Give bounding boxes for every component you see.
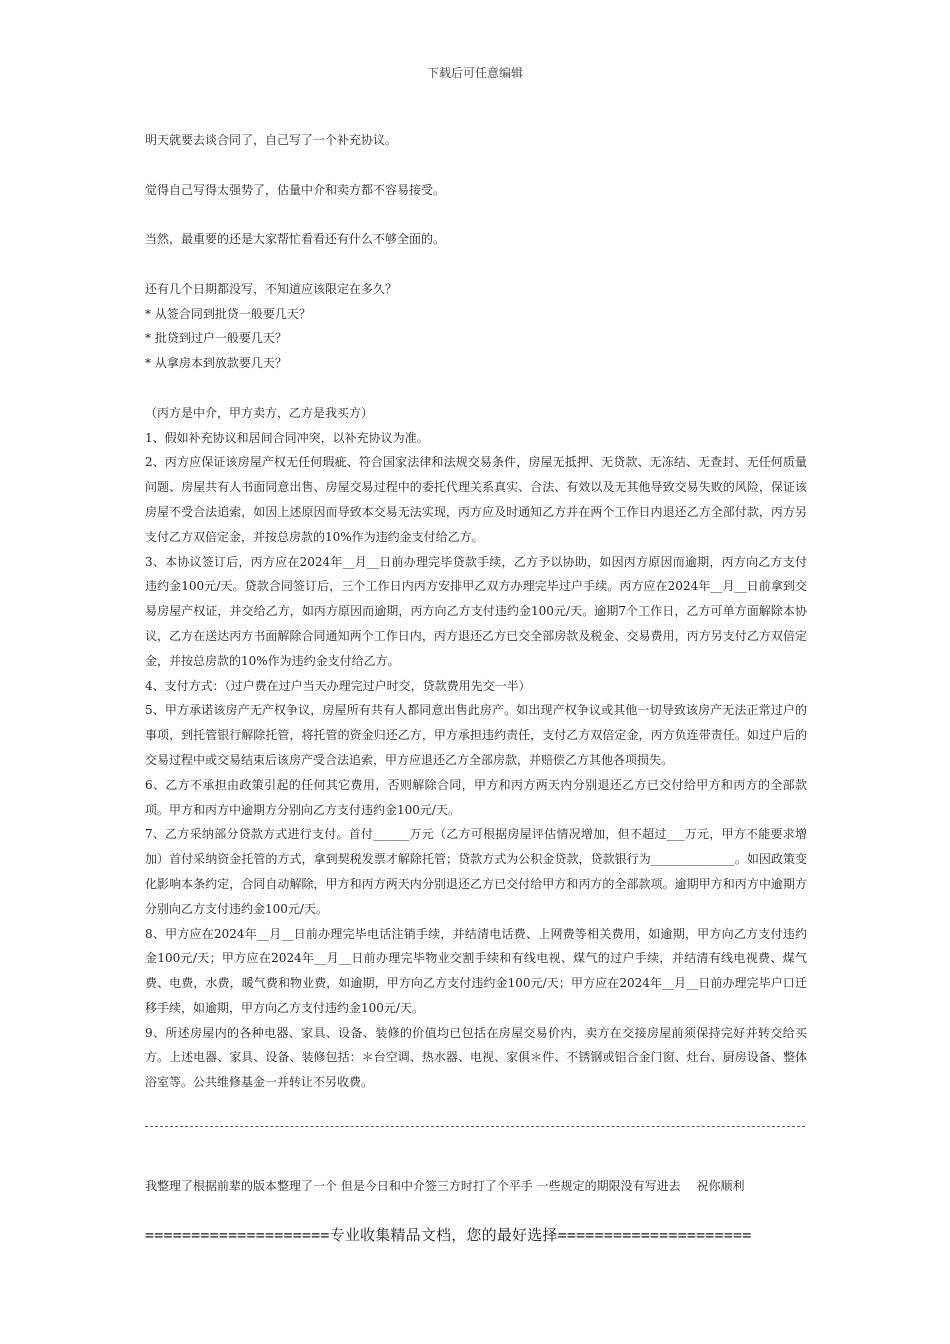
question-item: * 批贷到过户一般要几天？ [145, 331, 287, 346]
clause-4: 4、支付方式：（过户费在过户当天办理完过户时交，贷款费用先交一半） [145, 678, 531, 693]
footer-banner: ====================专业收集精品文档，您的最好选择===================== [145, 1226, 752, 1244]
clause-9: 9、所述房屋内的各种电器、家具、设备、装修的价值均已包括在房屋交易价内，卖方在交接房屋前须保持完好并转交给买方。上述电器、家具、设备、装修包括：＊台空调、热水器、电视、家俱＊件、不锈钢或铝合金门窗、灶台、厨房设备、整体浴室等。公共维修基金一并转让不另收费。 [145, 1025, 807, 1090]
intro-line: 觉得自己写得太强势了，估量中介和卖方都不容易接受。 [145, 182, 446, 197]
intro-line: 明天就要去谈合同了，自己写了一个补充协议。 [145, 133, 398, 147]
page-header-note: 下载后可任意编辑 [426, 66, 523, 80]
questions-lead: 还有几个日期都没写，不知道应该限定在多久？ [145, 281, 398, 296]
clause-7: 7、乙方采纳部分贷款方式进行支付。首付______万元（乙方可根据房屋评估情况增加，但不超过___万元，甲方不能要求增加）首付采纳资金托管的方式，拿到契税发票才解除托管；贷款方式为公积金贷款，贷款银行为______________。如因政策变化影响本条约定，合同自动解除，甲方和丙方两天内分别退还乙方已交付给甲方和丙方的全部款项。逾期甲方和丙方中逾期方分别向乙方支付违约金100元/天。 [145, 827, 807, 916]
clause-2: 2、丙方应保证该房屋产权无任何瑕疵、符合国家法律和法规交易条件，房屋无抵押、无贷款、无冻结、无查封、无任何质量问题、房屋共有人书面同意出售、房屋交易过程中的委托代理关系真实、合法、有效以及无其他导致交易失败的风险，保证该房屋不受合法追索，如因上述原因而导致本交易无法实现，丙方应及时通知乙方并在两个工作日内退还乙方全部付款，丙方另支付乙方双倍定金，并按总房款的10%作为违约金支付给乙方。 [145, 455, 807, 544]
intro-line: 当然，最重要的还是大家帮忙看看还有什么不够全面的。 [145, 232, 446, 247]
clause-5: 5、甲方承诺该房产无产权争议，房屋所有共有人都同意出售此房产。如出现产权争议或其他一切导致该房产无法正常过户的事项，到托管银行解除托管，将托管的资金归还乙方，甲方承担违约责任，支付乙方双倍定金，丙方负连带责任。如过户后的交易过程中或交易结束后该房产受合法追索，甲方应退还乙方全部房款，并赔偿乙方其他各项损失。 [145, 703, 807, 767]
clause-1: 1、假如补充协议和居间合同冲突，以补充协议为准。 [145, 430, 429, 445]
clause-8: 8、甲方应在2024年__月__日前办理完毕电话注销手续，并结清电话费、上网费等相关费用，如逾期，甲方向乙方支付违约金100元/天；甲方应在2024年__月__日前办理完毕物业交割手续和有线电视、煤气的过户手续，并结清有线电视费、煤气费、电费，水费，暖气费和物业费，如逾期，甲方向乙方支付违约金100元/天；甲方应在2024年__月__日前办理完毕户口迁移手续，如逾期，甲方向乙方支付违约金100元/天。 [145, 926, 807, 1015]
clause-6: 6、乙方不承担由政策引起的任何其它费用，否则解除合同，甲方和丙方两天内分别退还乙方已交付给甲方和丙方的全部款项。甲方和丙方中逾期方分别向乙方支付违约金100元/天。 [145, 777, 807, 817]
document-body [145, 128, 807, 1095]
clause-3: 3、本协议签订后，丙方应在2024年__月__日前办理完毕贷款手续，乙方予以协助，如因丙方原因而逾期，丙方向乙方支付违约金100元/天。贷款合同签订后，三个工作日内丙方安排甲乙双方办理完毕过户手续。丙方应在2024年__月__日前拿到交易房屋产权证，并交给乙方，如丙方原因而逾期，丙方向乙方支付违约金100元/天。逾期7个工作日，乙方可单方面解除本协议，乙方在送达丙方书面解除合同通知两个工作日内，丙方退还乙方已交全部房款及税金、交易费用，丙方另支付乙方双倍定金，并按总房款的10%作为违约金支付给乙方。 [145, 554, 807, 668]
question-item: * 从签合同到批贷一般要几天？ [145, 306, 311, 321]
question-item: * 从拿房本到放款要几天？ [145, 356, 287, 371]
closing-note: 我整理了根据前辈的版本整理了一个 但是今日和中介签三方时打了个平手 一些规定的期限没有写进去 祝你顺利 [145, 1179, 745, 1193]
dashed-divider [145, 1126, 805, 1127]
parties-note: （丙方是中介，甲方卖方，乙方是我买方） [145, 405, 374, 420]
